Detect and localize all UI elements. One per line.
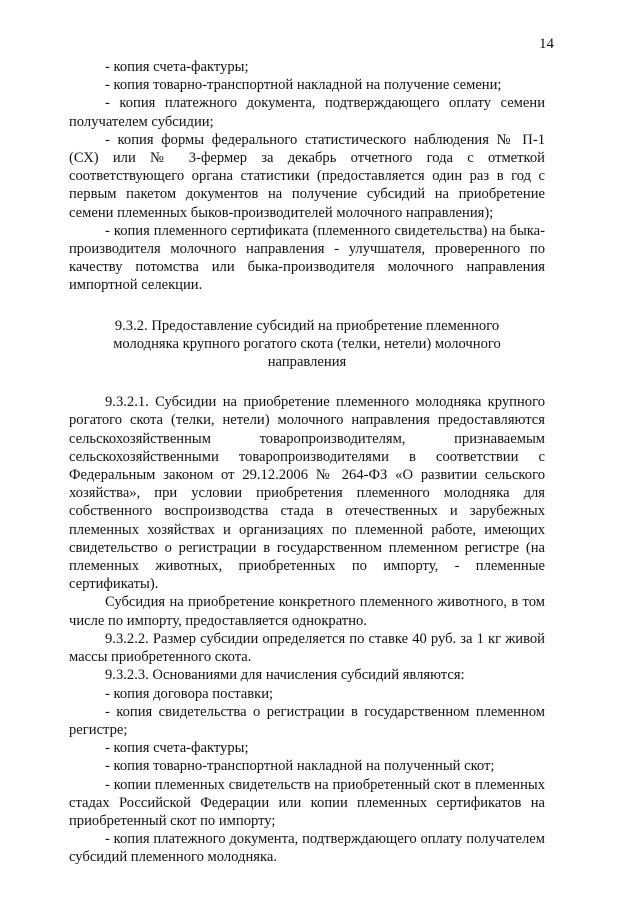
list-item-invoice-copy-2: - копия счета-фактуры;	[105, 740, 249, 757]
list-item-supply-contract: - копия договора поставки;	[105, 685, 274, 702]
list-item-payment-document-2: - копия платежного документа, подтверждающего оплату получателем субсидий племенного молодняка.	[69, 831, 545, 866]
paragraph-9-3-2-2: 9.3.2.2. Размер субсидии определяется по ставке 40 руб. за 1 кг живой массы приобретенного скота.	[69, 630, 545, 666]
paragraph-one-time-subsidy: Субсидия на приобретение конкретного племенного животного, в том числе по импорту, предоставляется однократно.	[69, 594, 545, 629]
paragraph-9-3-2-1: 9.3.2.1. Субсидии на приобретение племенного молодняка крупного рогатого скота (телки, нетели) молочного направления предоставляются сельскохозяйственным товаропроизводителям, признаваемым сельскохозяйственными товаропроизводителями в соответствии с Федеральным законом от 29.12.2006 № 264-ФЗ «О развитии сельского хозяйства», при условии приобретения племенного молодняка для собственного воспроизводства стада в отечественных и зарубежных племенных хозяйствах и организациях по племенной работе, имеющих свидетельство о регистрации в государственном племенном регистре (на племенных животных, приобретенных по импорту, - племенные сертификаты).	[69, 394, 545, 593]
list-item-cattle-waybill: - копия товарно-транспортной накладной на полученный скот;	[105, 758, 495, 775]
list-item-breeding-certificate: - копия племенного сертификата (племенного свидетельства) на быка-производителя молочного направления - улучшателя, проверенного по качеству потомства или быка-производителя молочного направления импортной селекции.	[69, 222, 545, 294]
list-item-statistics-form: - копия формы федерального статистического наблюдения № П-1 (СХ) или № 3-фермер за декабрь отчетного года с отметкой соответствующего органа статистики (предоставляется один раз в год с первым пакетом документов на получение субсидий на приобретение семени племенных быков-производителей молочного направления);	[69, 131, 545, 221]
list-item-breeding-certificates: - копии племенных свидетельств на приобретенный скот в племенных стадах Российской Федерации или копии племенных сертификатов на приобретенный скот по импорту;	[69, 776, 545, 829]
paragraph-9-3-2-3: 9.3.2.3. Основаниями для начисления субсидий являются:	[105, 667, 465, 684]
list-item-invoice-copy: - копия счета-фактуры;	[105, 59, 249, 75]
list-item-registry-certificate: - копия свидетельства о регистрации в государственном племенном регистре;	[69, 703, 545, 738]
list-item-payment-document: - копия платежного документа, подтверждающего оплату семени получателем субсидии;	[69, 95, 545, 130]
list-item-transport-waybill: - копия товарно-транспортной накладной на получение семени;	[105, 77, 502, 94]
section-heading: 9.3.2. Предоставление субсидий на приобретение племенного молодняка крупного рогатого скота (телки, нетели) молочного направления	[113, 317, 501, 371]
page-number: 14	[539, 36, 554, 52]
document-body	[69, 58, 545, 867]
